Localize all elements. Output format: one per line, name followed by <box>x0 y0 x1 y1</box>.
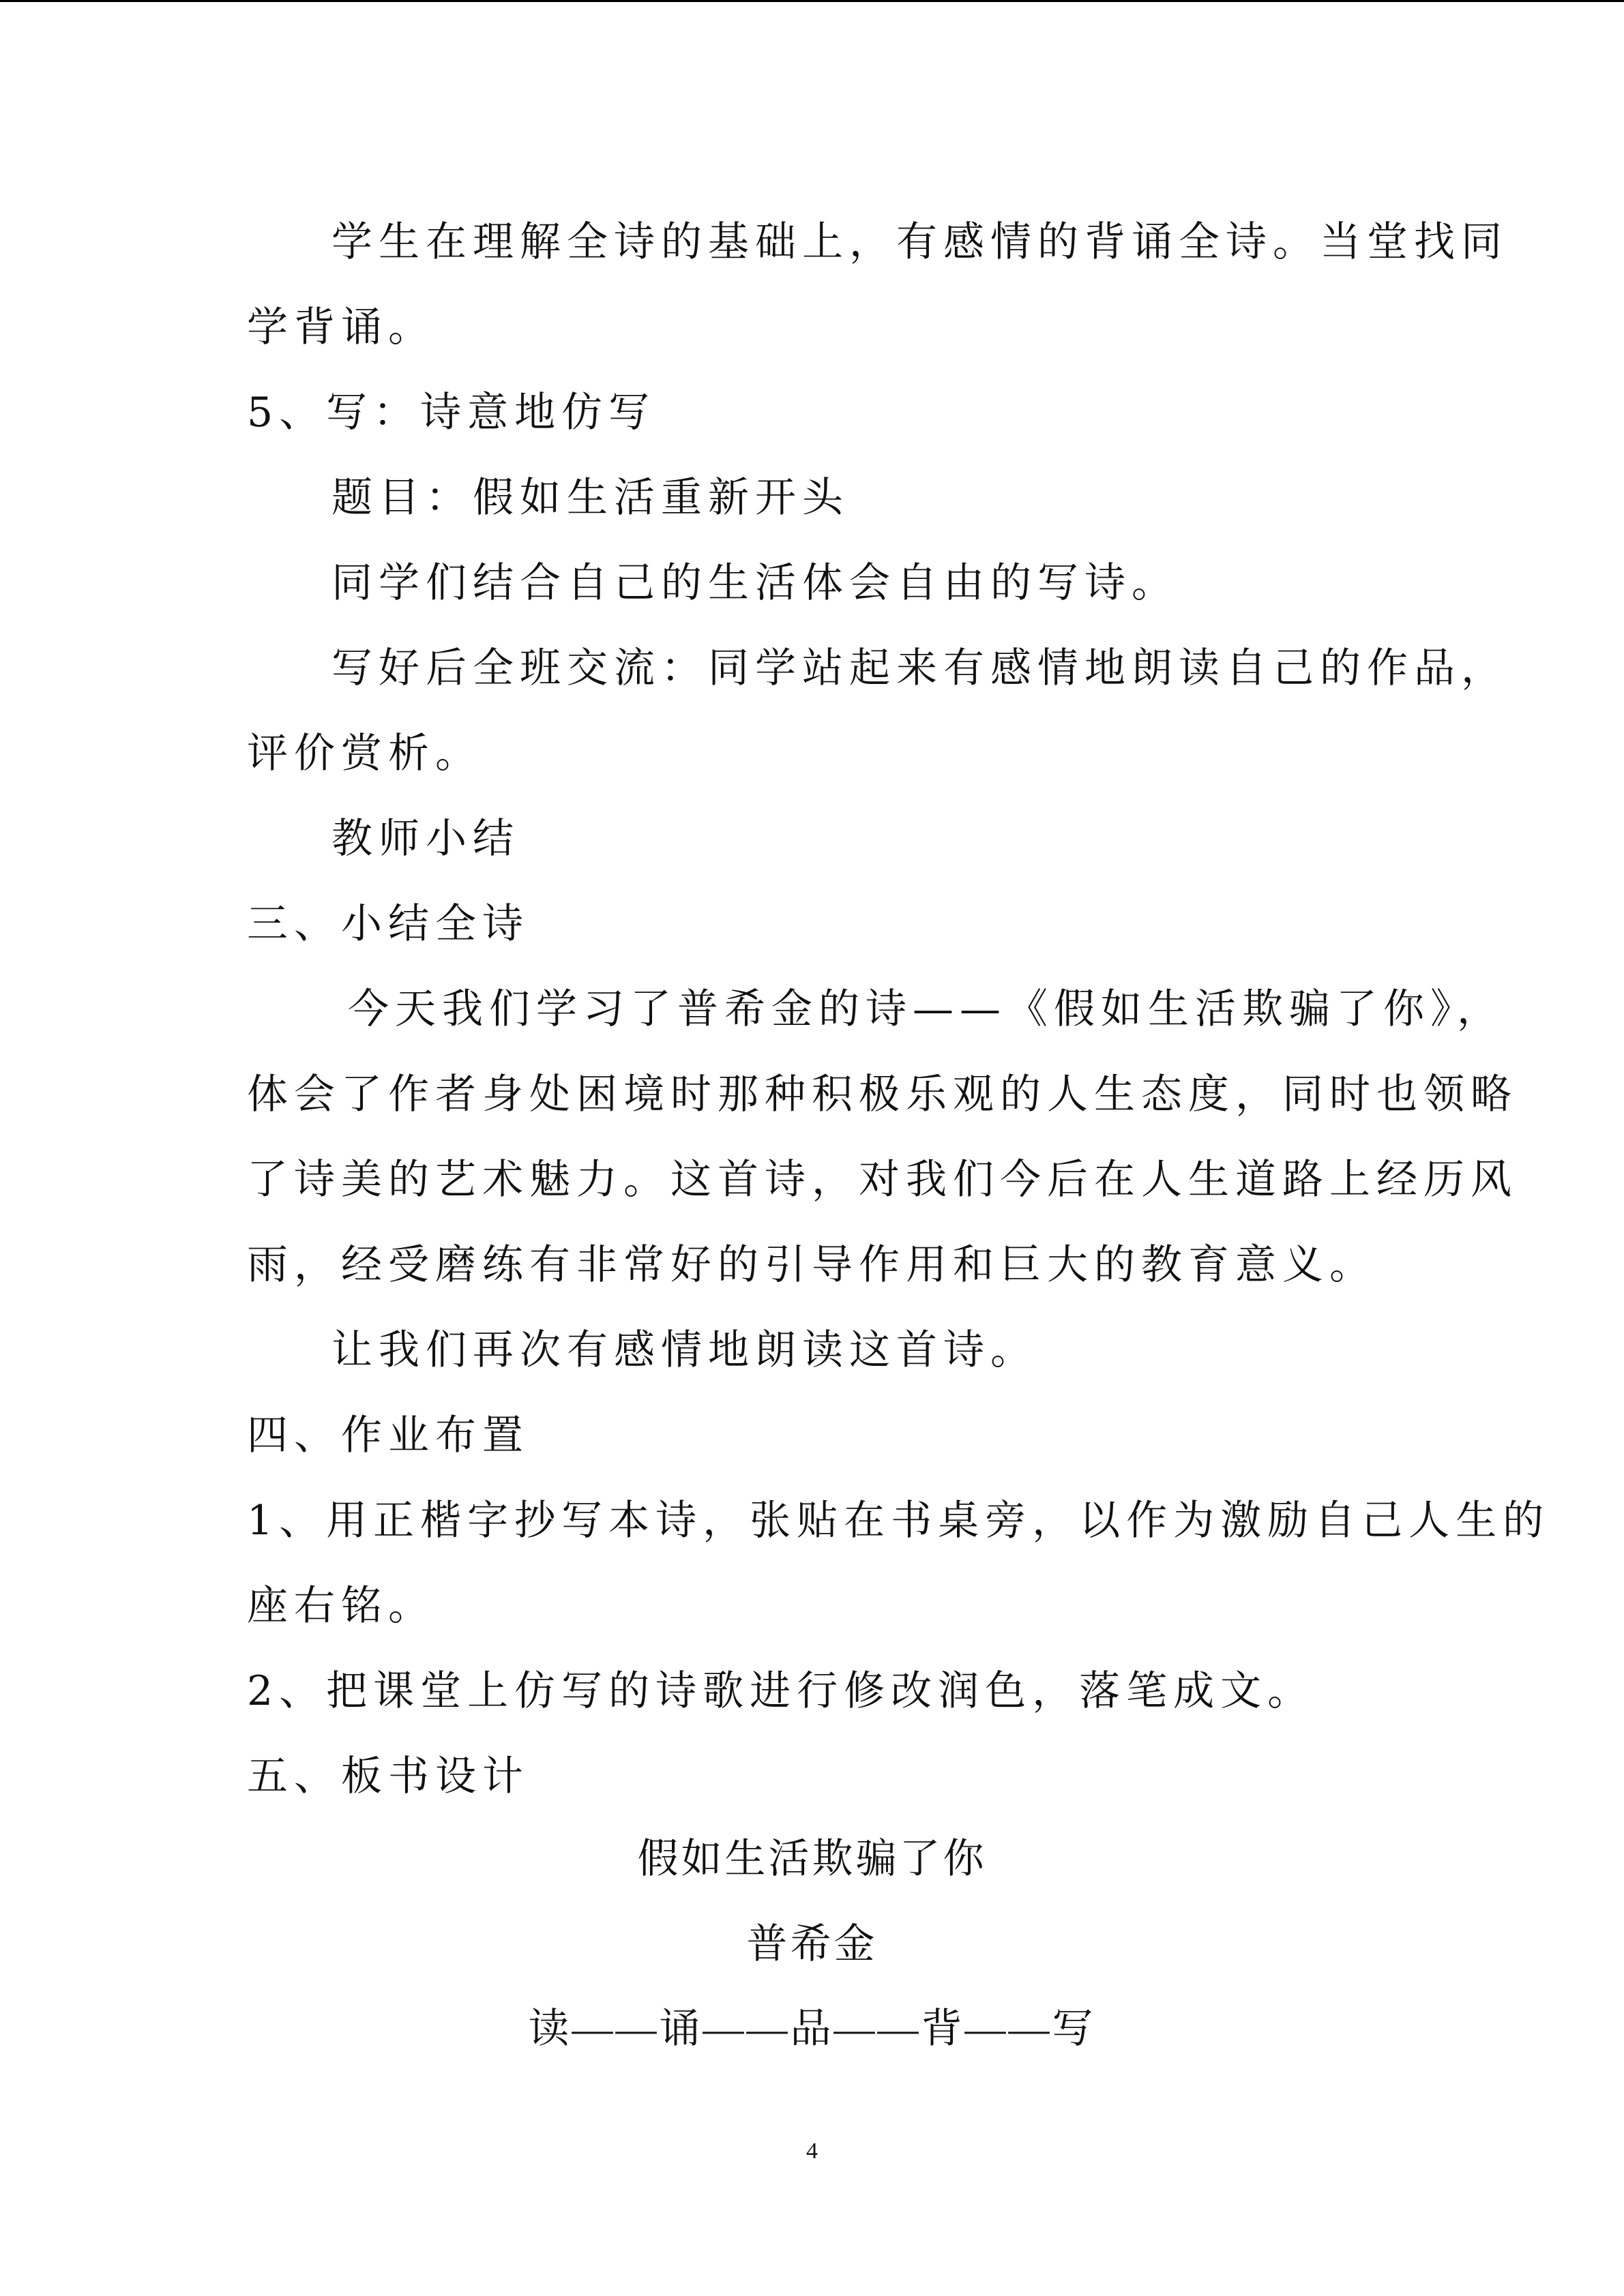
paragraph-line: 让我们再次有感情地朗读这首诗。 <box>331 1326 1037 1374</box>
board-steps: 读——诵——品——背——写 <box>528 2006 1096 2051</box>
paragraph-line: 评价赏析。 <box>247 730 482 777</box>
page-number: 4 <box>806 2138 818 2164</box>
section-heading: 四、作业布置 <box>247 1412 529 1459</box>
paragraph-line: 体会了作者身处困境时那种积极乐观的人生态度，同时也领略 <box>247 1071 1518 1118</box>
board-author: 普希金 <box>746 1922 878 1967</box>
paragraph-line: 教师小结 <box>331 815 520 863</box>
paragraph-line: 学生在理解全诗的基础上，有感情的背诵全诗。当堂找同 <box>331 218 1508 266</box>
paragraph-line: 1、用正楷字抄写本诗，张贴在书桌旁，以作为激励自己人生的 <box>247 1497 1550 1545</box>
board-title: 假如生活欺骗了你 <box>637 1836 987 1881</box>
paragraph-line: 2、把课堂上仿写的诗歌进行修改润色，落笔成文。 <box>247 1667 1315 1715</box>
paragraph-line: 今天我们学习了普希金的诗——《假如生活欺骗了你》， <box>348 985 1504 1033</box>
paragraph-line: 题目：假如生活重新开头 <box>331 474 849 522</box>
section-heading: 三、小结全诗 <box>247 900 529 948</box>
section-heading: 五、板书设计 <box>247 1753 529 1800</box>
paragraph-line: 座右铭。 <box>247 1582 435 1630</box>
paragraph-line: 写好后全班交流：同学站起来有感情地朗读自己的作品， <box>331 644 1508 692</box>
paragraph-line: 同学们结合自己的生活体会自由的写诗。 <box>331 559 1179 607</box>
paragraph-line: 雨，经受磨练有非常好的引导作用和巨大的教育意义。 <box>247 1241 1376 1289</box>
paragraph-line: 了诗美的艺术魅力。这首诗，对我们今后在人生道路上经历风 <box>247 1156 1518 1204</box>
paragraph-line: 学背诵。 <box>247 303 435 351</box>
section-heading: 5、写：诗意地仿写 <box>247 389 656 436</box>
